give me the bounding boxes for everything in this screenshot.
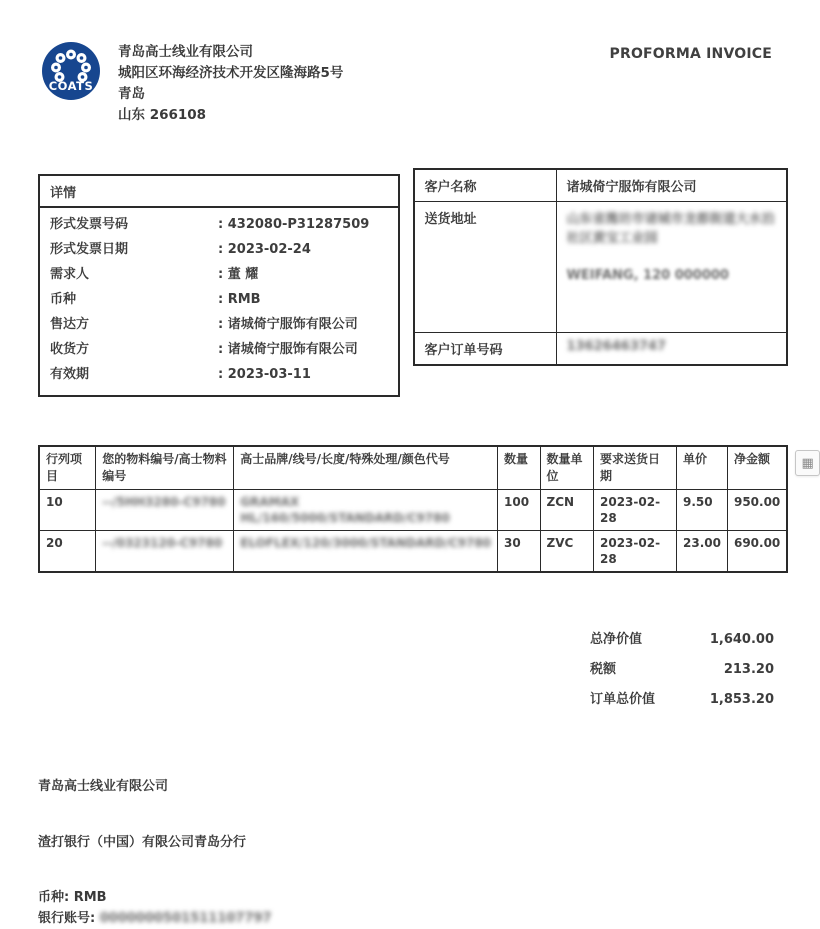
- col-header-net: 净金额: [727, 446, 787, 490]
- address-spacer: [567, 246, 776, 268]
- col-header-price: 单价: [677, 446, 728, 490]
- customer-name-label: 客户名称: [415, 170, 557, 201]
- table-row: [50, 262, 388, 287]
- tax-label: 税额: [590, 662, 617, 677]
- order-total-value: 1,853.20: [709, 692, 774, 707]
- customer-order-value: 13626463747: [566, 339, 667, 354]
- col-header-qty: 数量: [498, 446, 540, 490]
- seller-street: 城阳区环海经济技术开发区隆海路5号: [118, 65, 344, 81]
- detail-label: 有效期: [50, 367, 90, 382]
- details-table-body: [40, 208, 398, 395]
- table-row: [50, 287, 388, 312]
- customer-name-value: 诸城倚宁服饰有限公司: [566, 180, 697, 195]
- detail-value: : 2023-03-11: [218, 367, 311, 382]
- detail-value: : 诸城倚宁服饰有限公司: [218, 342, 358, 357]
- cell-date: 2023-02-28: [594, 531, 677, 573]
- cell-net: 690.00: [727, 531, 787, 573]
- table-row: [50, 212, 388, 237]
- detail-label: 形式发票号码: [50, 217, 129, 232]
- invoice-details-table: [38, 174, 400, 397]
- cell-price: 9.50: [677, 490, 728, 531]
- footer-account-number: 0000000501511107797: [99, 911, 272, 926]
- table-row: [415, 333, 786, 364]
- invoice-header: [0, 0, 820, 126]
- shipping-address-label: 送货地址: [415, 202, 557, 332]
- col-header-material: 您的物料编号/高士物料编号: [96, 446, 234, 490]
- cell-net: 950.00: [727, 490, 787, 531]
- detail-value: : 董 耀: [218, 267, 259, 282]
- seller-address-block: [118, 42, 343, 126]
- table-row: [50, 362, 388, 387]
- table-row: [50, 337, 388, 362]
- detail-value: : 诸城倚宁服饰有限公司: [218, 317, 358, 332]
- table-grid-tool-button[interactable]: [795, 450, 820, 476]
- cell-qty: 100: [498, 490, 540, 531]
- line-items-area: [38, 445, 820, 573]
- invoice-footer: [38, 775, 820, 929]
- detail-label: 需求人: [50, 267, 90, 282]
- total-net-value: 1,640.00: [709, 632, 774, 647]
- details-table-title: 详情: [40, 176, 398, 208]
- detail-value: : RMB: [218, 292, 261, 307]
- footer-company-name: 青岛高士线业有限公司: [38, 779, 169, 794]
- shipping-address-line1: 山东省潍坊市诸城市龙都街道大水泊社区黄宝工业园: [566, 212, 775, 246]
- order-total-row: [590, 685, 774, 715]
- table-row: [415, 170, 786, 202]
- shipping-address-value: [557, 202, 786, 332]
- seller-city: 青岛: [118, 86, 145, 102]
- tax-row: [590, 655, 774, 685]
- tax-value: 213.20: [723, 662, 774, 677]
- table-row: [50, 237, 388, 262]
- cell-brand: GRAMAX HL/160/5000/STANDARD/C9780: [234, 490, 498, 531]
- col-header-brand: 高士品牌/线号/长度/特殊处理/颜色代号: [234, 446, 498, 490]
- detail-label: 收货方: [50, 342, 90, 357]
- detail-label: 形式发票日期: [50, 242, 129, 257]
- document-title: PROFORMA INVOICE: [609, 46, 772, 62]
- detail-label: 售达方: [50, 317, 90, 332]
- table-row: [39, 490, 787, 531]
- footer-account-row: [38, 908, 820, 929]
- footer-bank-name: 渣打银行（中国）有限公司青岛分行: [38, 835, 247, 850]
- col-header-date: 要求送货日期: [594, 446, 677, 490]
- cell-line: 10: [39, 490, 96, 531]
- col-header-uom: 数量单位: [540, 446, 594, 490]
- coats-logo-icon: [42, 42, 100, 100]
- customer-table: [413, 168, 788, 366]
- totals-block: [590, 625, 774, 715]
- top-tables-row: [38, 174, 788, 397]
- line-items-table: [38, 445, 788, 573]
- table-grid-icon: ▦: [801, 455, 814, 471]
- cell-line: 20: [39, 531, 96, 573]
- shipping-address-line2: WEIFANG, 120 000000: [566, 268, 729, 283]
- cell-qty: 30: [498, 531, 540, 573]
- seller-postcode: 山东 266108: [118, 107, 207, 123]
- total-net-label: 总净价值: [590, 632, 643, 647]
- cell-material: --/5HH3280-C9780: [96, 490, 234, 531]
- table-row: [50, 312, 388, 337]
- detail-label: 币种: [50, 292, 77, 307]
- svg-text:COATS: COATS: [48, 79, 94, 93]
- cell-price: 23.00: [677, 531, 728, 573]
- total-net-row: [590, 625, 774, 655]
- detail-value: : 432080-P31287509: [218, 217, 370, 232]
- cell-date: 2023-02-28: [594, 490, 677, 531]
- cell-uom: ZCN: [540, 490, 594, 531]
- cell-material: --/0323120-C9780: [96, 531, 234, 573]
- table-header-row: [39, 446, 787, 490]
- cell-brand: ELOFLEX/120/3000/STANDARD/C9780: [234, 531, 498, 573]
- col-header-line: 行列项目: [39, 446, 96, 490]
- footer-account-label: 银行账号:: [38, 911, 100, 926]
- detail-value: : 2023-02-24: [218, 242, 311, 257]
- order-total-label: 订单总价值: [590, 692, 656, 707]
- customer-order-label: 客户订单号码: [415, 333, 557, 364]
- seller-company-name: 青岛高士线业有限公司: [118, 44, 253, 60]
- footer-currency: 币种: RMB: [38, 890, 107, 905]
- table-row: [39, 531, 787, 573]
- cell-uom: ZVC: [540, 531, 594, 573]
- table-row: [415, 202, 786, 333]
